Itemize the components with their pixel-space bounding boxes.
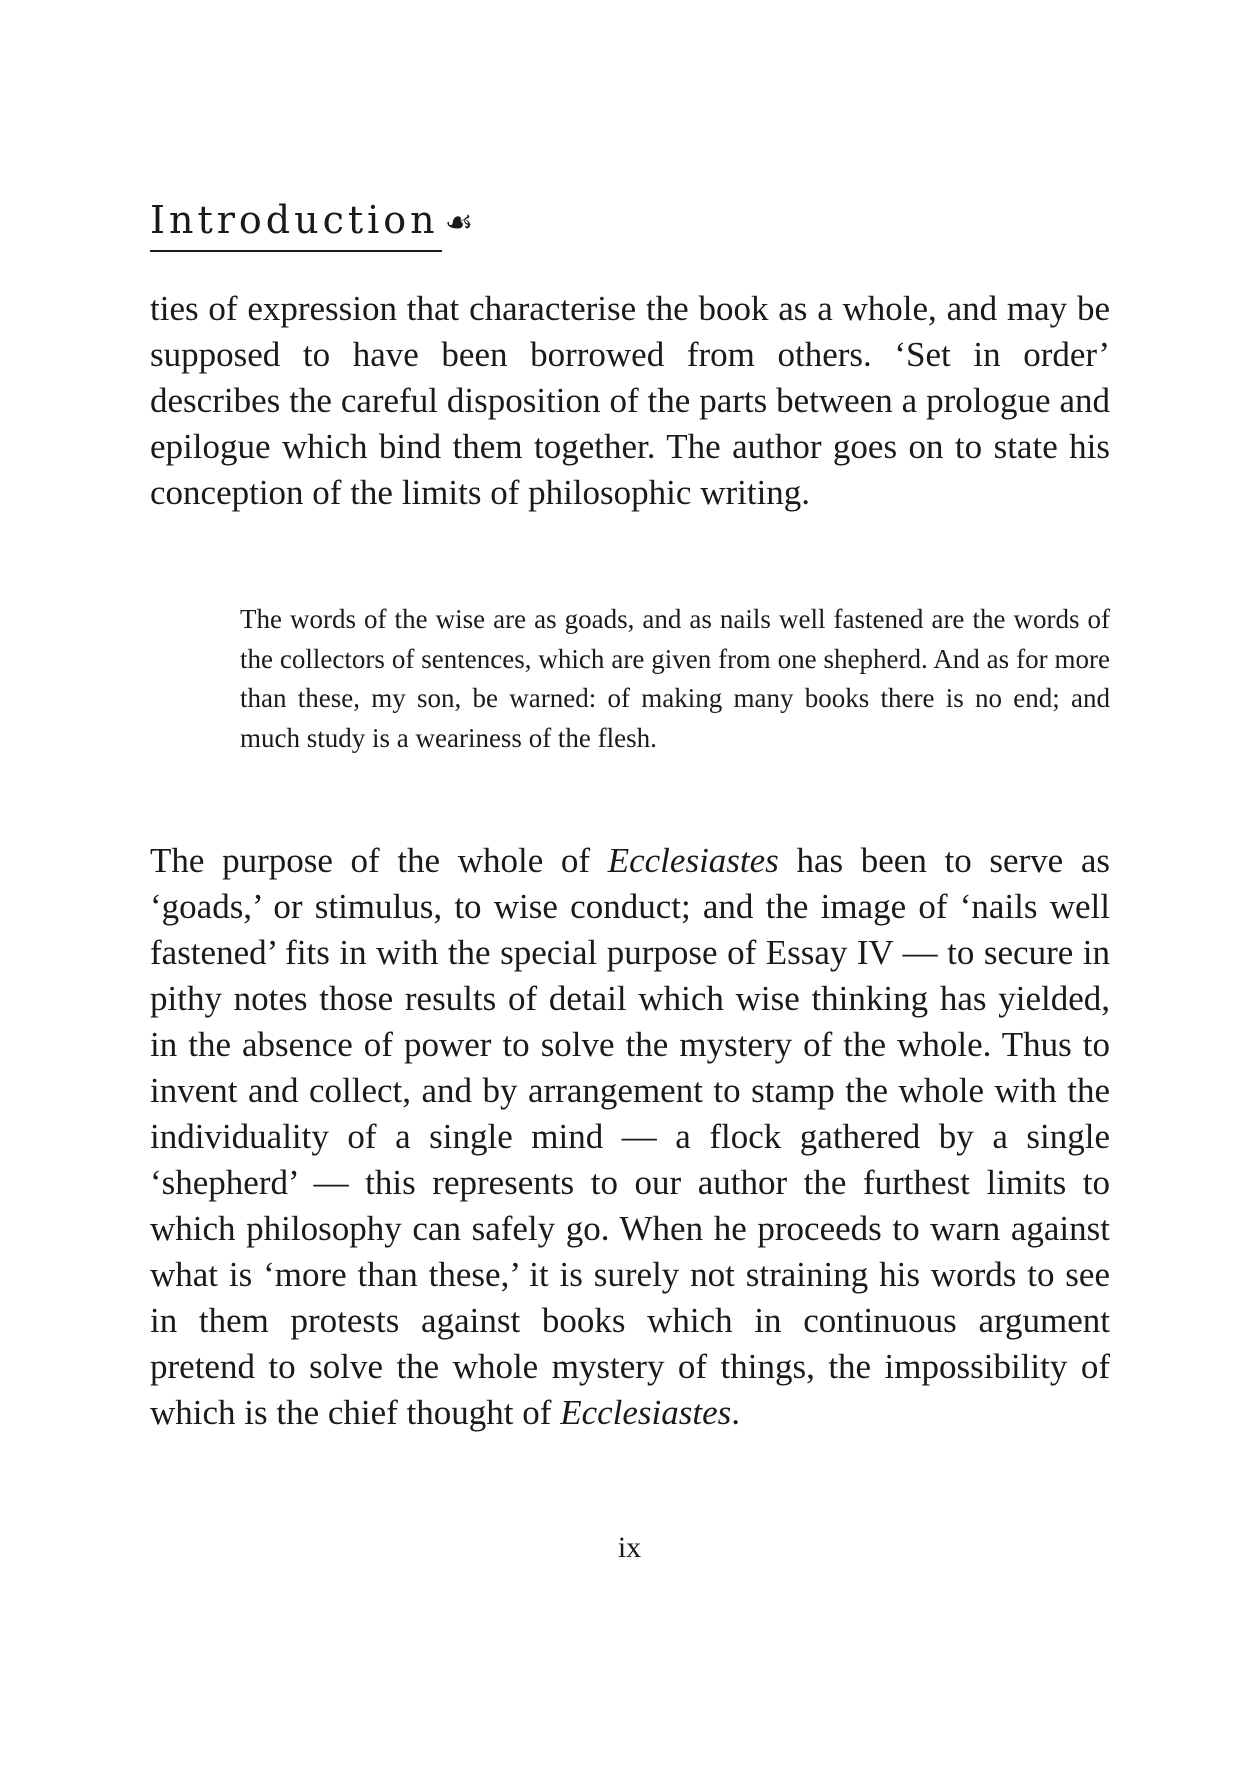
paragraph-2-part-c: . — [731, 1393, 741, 1432]
quotation-text: The words of the wise are as goads, and as nails well fastened are the words of the collectors of sentences, which are given from one shepherd. And as for more than these, my son, be warned: of making many books there is no end; and much study is a weariness of the flesh. — [240, 604, 1110, 753]
book-title-italic: Ecclesiastes — [560, 1393, 732, 1432]
block-quotation — [240, 600, 1110, 758]
running-header — [150, 198, 473, 244]
page-number: ix — [617, 1531, 642, 1564]
paragraph-2-part-b: has been to serve as ‘goads,’ or stimulus, to wise conduct; and the image of ‘nails well fastened’ fits in with the special purpose of Essay IV — to secure in pithy notes those results of detail which wise thinking has yielded, in the absence of power to solve the mystery of the whole. Thus to invent and collect, and by arrangement to stamp the whole with the individuality of a single mind — a flock gathered by a single ‘shepherd’ — this represents to our author the furthest limits to which philosophy can safely go. When he proceeds to warn against what is ‘more than these,’ it is surely not straining his words to see in them protests against books which in continuous argument pretend to solve the whole mystery of things, the impossibility of which is the chief thought of — [150, 841, 1110, 1432]
paragraph-2 — [150, 838, 1110, 1436]
paragraph-1 — [150, 286, 1110, 516]
paragraph-1-text: ties of expression that characterise the book as a whole, and may be supposed to have been borrowed from others. ‘Set in order’ describes the careful disposition of the parts between a prologue and epilogue which bind them together. The author goes on to state his conception of the limits of philosophic writing. — [150, 289, 1110, 512]
paragraph-2-text — [150, 838, 1110, 1436]
paragraph-2-part-a: The purpose of the whole of — [150, 841, 608, 880]
fleuron-icon: ☙ — [444, 203, 474, 241]
header-title: Introduction — [150, 198, 439, 242]
book-title-italic: Ecclesiastes — [607, 841, 779, 880]
header-rule — [150, 250, 442, 252]
